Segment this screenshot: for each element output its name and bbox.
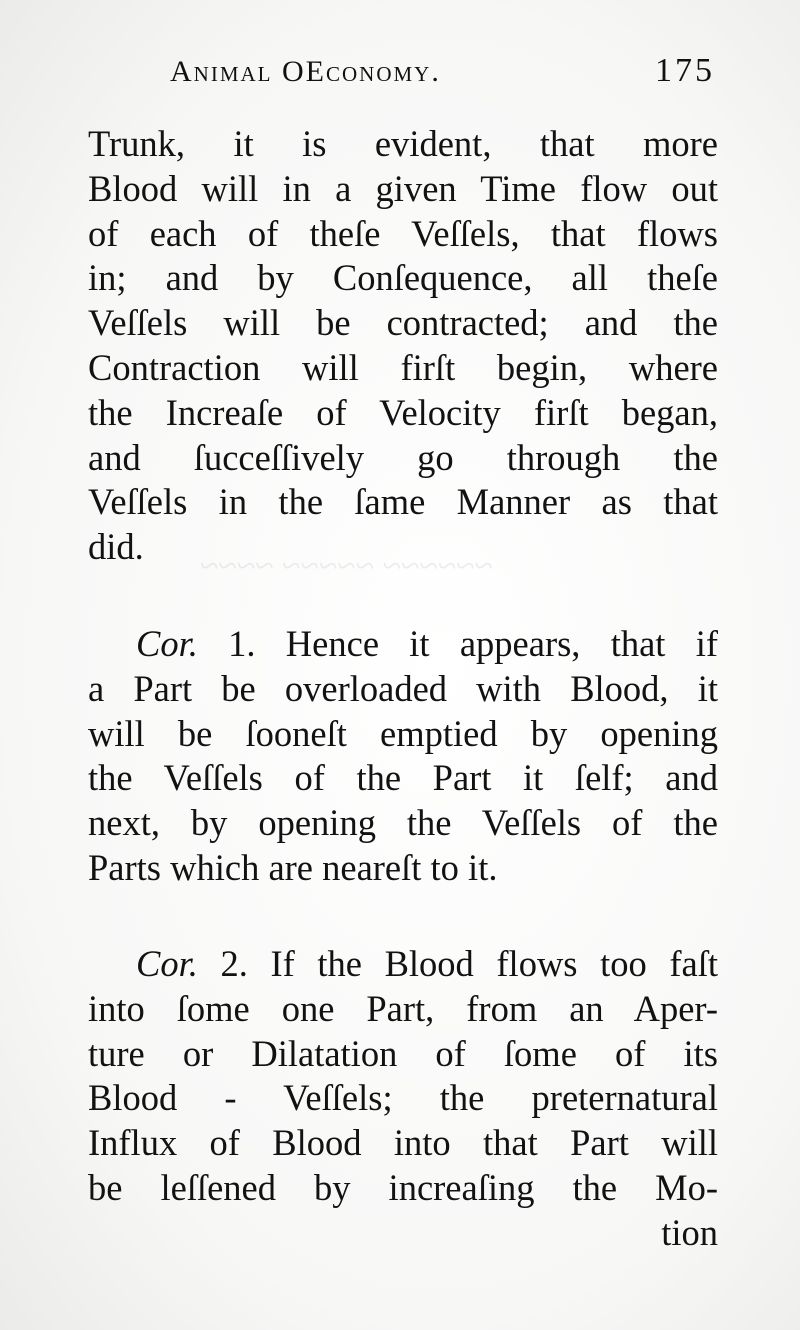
- paragraph-first-line: [88, 622, 718, 667]
- text-line: did.: [88, 526, 144, 568]
- text-line: Blood - Veſſels; the preternatural: [88, 1077, 718, 1119]
- paragraph-first-line: [88, 942, 718, 987]
- page-header: [170, 52, 715, 102]
- text-line: Trunk, it is evident, that more: [88, 123, 718, 164]
- page-number: 175: [655, 52, 715, 89]
- paragraph-3: [88, 942, 718, 1256]
- text-line: ture or Dilatation of ſome of its: [88, 1032, 718, 1074]
- text-line: and ſucceſſively go through the: [88, 436, 718, 478]
- text-line: next, by opening the Veſſels of the: [88, 802, 718, 844]
- text-line: Blood will in a given Time flow out: [88, 167, 718, 209]
- text-line: will be ſooneſt emptied by opening: [88, 712, 718, 754]
- catchword: tion: [661, 1211, 718, 1253]
- text-line: Parts which are neareſt to it.: [88, 846, 498, 888]
- text-line: the Veſſels of the Part it ſelf; and: [88, 757, 718, 799]
- text-line: Veſſels will be contracted; and the: [88, 302, 718, 344]
- text-line: be leſſened by increaſing the Mo-: [88, 1166, 718, 1208]
- first-line-text: 1. Hence it appears, that if: [197, 623, 718, 664]
- text-line: Contraction will firſt begin, where: [88, 346, 718, 388]
- corollary-label: Cor.: [136, 623, 198, 664]
- text-line: the Increaſe of Velocity firſt began,: [88, 391, 718, 433]
- paragraph-2: [88, 622, 718, 891]
- first-line-text: 2. If the Blood flows too faſt: [197, 943, 718, 984]
- text-line: Veſſels in the ſame Manner as that: [88, 481, 718, 523]
- corollary-label: Cor.: [136, 943, 198, 984]
- show-through-texture: ~~~~~~ ~~~~~ ~~~~: [200, 548, 493, 585]
- running-title: Animal OEconomy.: [170, 55, 441, 88]
- text-line: a Part be overloaded with Blood, it: [88, 667, 718, 709]
- text-line: of each of theſe Veſſels, that flows: [88, 212, 718, 254]
- text-line: Influx of Blood into that Part will: [88, 1122, 718, 1164]
- paragraph-1: [88, 122, 718, 570]
- text-line: into ſome one Part, from an Aper-: [88, 987, 718, 1029]
- text-line: in; and by Conſequence, all theſe: [88, 257, 718, 299]
